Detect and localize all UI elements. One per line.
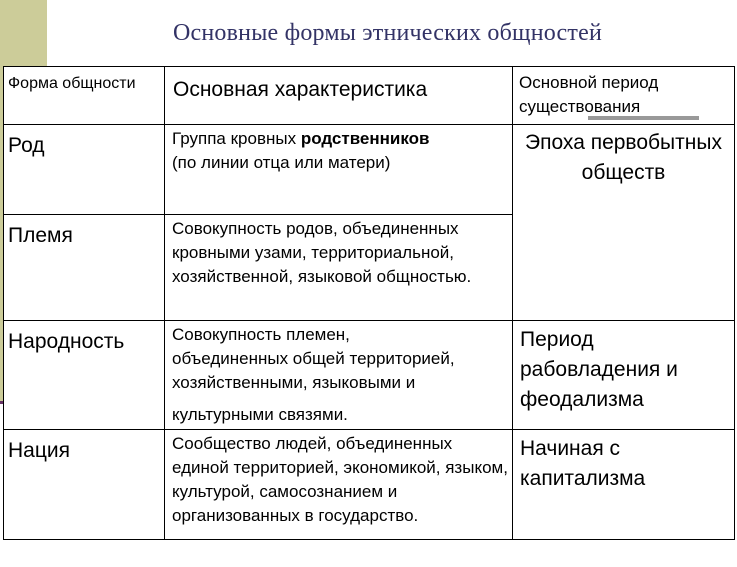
row-name: Племя bbox=[4, 215, 165, 321]
desc-line: Совокупность племен, bbox=[172, 325, 350, 344]
row-description: Сообщество людей, объединенных единой территорией, экономикой, языком, культурой, самосознанием и организованных в государство. bbox=[165, 430, 513, 540]
desc-line: культурными связями. bbox=[172, 405, 348, 424]
table-row bbox=[4, 321, 735, 430]
table-row bbox=[4, 125, 735, 215]
desc-line: хозяйственными, языковыми и bbox=[172, 373, 416, 392]
row-name: Народность bbox=[4, 321, 165, 430]
shared-period-cell: Эпоха первобытных обществ bbox=[513, 125, 735, 321]
desc-text-rest: (по линии отца или матери) bbox=[172, 153, 391, 172]
desc-text: Группа кровных bbox=[172, 129, 301, 148]
header-underline-mark bbox=[588, 116, 699, 120]
header-period: Основной период существования bbox=[513, 67, 735, 125]
row-name: Нация bbox=[4, 430, 165, 540]
row-description bbox=[165, 125, 513, 215]
desc-bold-text: родственников bbox=[300, 129, 430, 148]
header-characteristic: Основная характеристика bbox=[165, 67, 513, 125]
row-name: Род bbox=[4, 125, 165, 215]
row-period: Период рабовладения и феодализма bbox=[513, 321, 735, 430]
header-form: Форма общности bbox=[4, 67, 165, 125]
row-description bbox=[165, 321, 513, 430]
desc-line: объединенных общей территорией, bbox=[172, 349, 455, 368]
ethnic-forms-table bbox=[3, 66, 735, 540]
row-description: Совокупность родов, объединенных кровными узами, территориальной, хозяйственной, языковой общностью. bbox=[165, 215, 513, 321]
table-row bbox=[4, 430, 735, 540]
slide-title: Основные формы этнических общностей bbox=[172, 20, 602, 46]
row-period: Начиная с капитализма bbox=[513, 430, 735, 540]
